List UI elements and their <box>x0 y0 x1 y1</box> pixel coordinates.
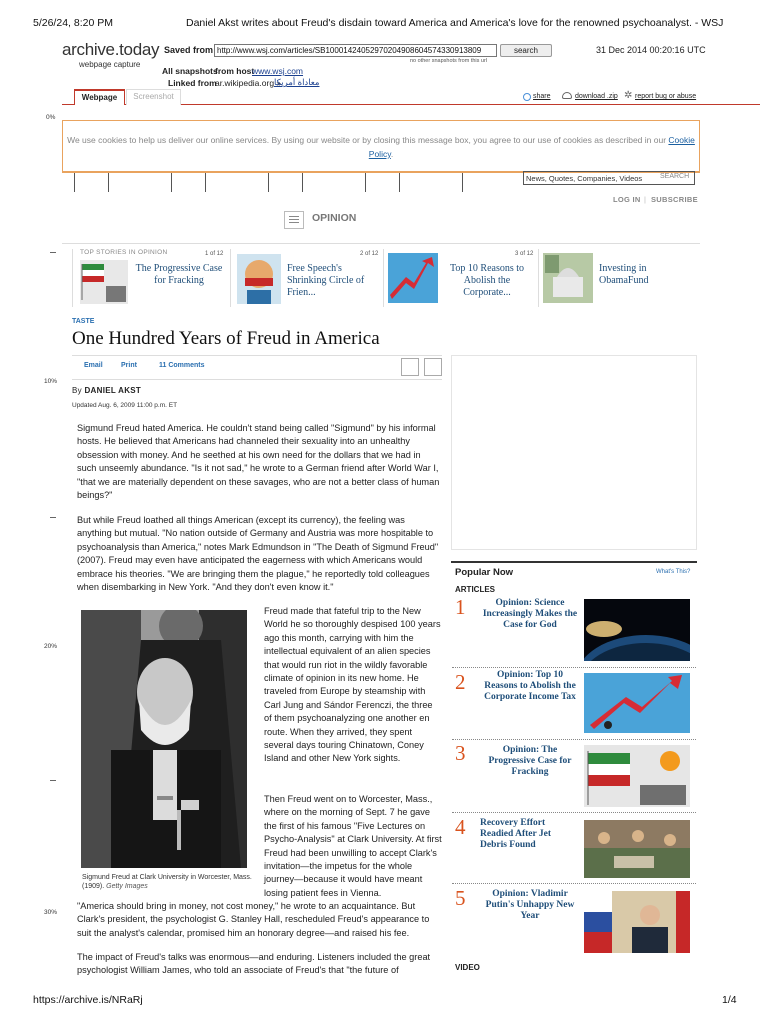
divider <box>452 667 696 668</box>
story-thumb-free-speech[interactable] <box>237 254 281 304</box>
divider <box>230 249 231 307</box>
bug-icon[interactable]: ✲ <box>624 90 633 101</box>
divider <box>452 812 696 813</box>
popular-item-title[interactable]: Recovery Effort Readied After Jet Debris Found <box>480 818 552 850</box>
story-title[interactable]: Free Speech's Shrinking Circle of Frien... <box>287 263 365 298</box>
comments-link[interactable]: 11 Comments <box>159 362 205 369</box>
email-link[interactable]: Email <box>84 362 103 369</box>
scroll-mark-10: 10% <box>44 378 58 385</box>
nav-cell[interactable] <box>302 173 336 192</box>
report-link[interactable]: report bug or abuse <box>635 93 697 100</box>
article-paragraph: The impact of Freud's talks was enormous—and enduring. Listeners included the great psychologist William James, who told an associate of Freud's that "the future of <box>77 952 431 976</box>
popular-rank: 1 <box>455 595 466 619</box>
nav-cell[interactable] <box>268 173 302 192</box>
login-divider: | <box>644 195 646 204</box>
no-other-snapshots: no other snapshots from this url <box>410 58 488 64</box>
divider <box>72 379 442 380</box>
share-box-icon[interactable] <box>401 358 419 376</box>
popular-articles-label: ARTICLES <box>455 585 495 594</box>
article-paragraph: "America should bring in money, not cost money," he wrote to an acquaintance. But Clark's president, the psychologist G. Stanley Hall, rescheduled Freud's appearance to suit the analyst's calendar, promised him an honorary degree—and raised his fee. <box>77 901 430 938</box>
share-link[interactable]: share <box>533 93 551 100</box>
scroll-mark-20: 20% <box>44 643 58 650</box>
share-icon[interactable] <box>523 93 531 101</box>
popular-rank: 4 <box>455 815 466 839</box>
cookie-policy-link[interactable]: Cookie Policy <box>368 135 695 159</box>
article-paragraph: Then Freud went on to Worcester, Mass., where on the morning of Sept. 7 he gave the first of his famous "Five Lectures on Psycho-Analysis" at Clark University. At first Freud had been unwilling to accept Clark's invitation—the impetus for the whole journey—because it would have meant losing patient fees in Vienna. <box>264 794 442 898</box>
ad-slot <box>451 355 697 550</box>
popular-item-title[interactable]: Opinion: Science Increasingly Makes the Case for God <box>482 598 578 630</box>
story-count: 2 of 12 <box>360 251 379 257</box>
divider <box>72 249 73 307</box>
print-title: Daniel Akst writes about Freud's disdain toward America and America's love for the renowned psychoanalyst. - WSJ <box>186 17 724 29</box>
story-thumb-obamafund[interactable] <box>543 253 593 303</box>
popular-thumb-putin[interactable] <box>584 891 690 953</box>
popular-thumb-fracking[interactable] <box>584 745 690 807</box>
freud-photo <box>81 610 247 868</box>
video-label: VIDEO <box>455 963 480 972</box>
divider <box>452 883 696 884</box>
popular-title: Popular Now <box>455 567 514 578</box>
host-link[interactable]: www.wsj.com <box>252 66 304 76</box>
linked-from-value[interactable]: ar.wikipedia.org » <box>215 78 282 88</box>
popular-item-title[interactable]: Opinion: Vladimir Putin's Unhappy New Year <box>485 889 575 921</box>
byline <box>72 386 141 395</box>
popular-thumb-tax-arrow[interactable] <box>584 673 690 733</box>
whats-this-link[interactable]: What's This? <box>656 569 691 575</box>
scroll-tick <box>50 252 56 253</box>
popular-item-title[interactable]: Opinion: Top 10 Reasons to Abolish the Corporate Income Tax <box>484 670 576 702</box>
nav-cell[interactable] <box>108 173 142 192</box>
popular-rank: 5 <box>455 886 466 910</box>
cookie-text: We use cookies to help us deliver our online services. By using our website or by closing this message box, you agree to our use of cookies as described in our <box>67 135 667 145</box>
byline-by: By <box>72 386 82 395</box>
popular-thumb-debris[interactable] <box>584 820 690 878</box>
story-count: 3 of 12 <box>515 251 534 257</box>
story-title[interactable]: The Progressive Case for Fracking <box>135 263 223 286</box>
nav-cell[interactable] <box>74 173 108 192</box>
menu-icon[interactable] <box>284 211 304 229</box>
article-paragraph: Freud made that fateful trip to the New World he so thoroughly despised 100 years ago this month, carrying with him the intellectual equivalent of an alien species that would run riot in the wildly favorable climate of opinion in its new home. He traveled from Europe by steamship with Carl Jung and Sándor Ferenczi, the three of them psychoanalyzing one another en route. When they arrived, they spent several days touring Chinatown, Coney Island and other New York sights. <box>264 606 441 764</box>
from-host-label: from host <box>215 66 255 76</box>
divider <box>451 561 697 563</box>
divider <box>538 249 539 307</box>
wsj-search-button[interactable]: SEARCH <box>660 173 690 180</box>
print-footer-url: https://archive.is/NRaRj <box>33 994 143 1006</box>
photo-caption <box>82 873 262 891</box>
popular-rank: 3 <box>455 741 466 765</box>
tab-webpage[interactable]: Webpage <box>74 89 125 105</box>
article-headline: One Hundred Years of Freud in America <box>72 328 380 349</box>
print-link[interactable]: Print <box>121 362 137 369</box>
popular-item-title[interactable]: Opinion: The Progressive Case for Fracking <box>488 745 572 777</box>
linked-from-label: Linked from <box>168 78 217 88</box>
print-footer-page: 1/4 <box>722 994 737 1006</box>
article-paragraph: Sigmund Freud hated America. He couldn't stand being called "Sigmund" by his informal hosts. He believed that Americans had channeled their sexuality into an unhealthy obsession with money. And he seethed at his own need for the dollars that we had in such unseemly abundance. "Is it not sad," he wrote to a German friend after World War I, "that we are materially dependent on these savages, who are not a better class of human beings?" <box>77 423 440 501</box>
scroll-tick <box>50 780 56 781</box>
popular-thumb-earth[interactable] <box>584 599 690 661</box>
scroll-mark-30: 30% <box>44 909 58 916</box>
popular-rank: 2 <box>455 670 466 694</box>
wsj-search-input[interactable]: News, Quotes, Companies, Videos <box>523 171 695 185</box>
divider <box>452 739 696 740</box>
story-thumb-fracking[interactable] <box>80 260 128 304</box>
share-box-icon[interactable] <box>424 358 442 376</box>
article-paragraph: But while Freud loathed all things American (except its currency), the feeling was anything but mutual. "No nation outside of Germany and Austria was more hospitable to psychoanalysis than America," notes Mark Edmundson in "The Death of Sigmund Freud" (2007). Freud may even have anticipated the eagerness with which Americans would embrace his theories. "We are bringing them the plague," he reportedly told colleagues when disembarking in New York. "And they don't even know it." <box>77 515 439 593</box>
story-title[interactable]: Investing in ObamaFund <box>599 263 649 286</box>
scroll-tick <box>50 517 56 518</box>
archive-logo[interactable]: archive.today <box>62 40 160 59</box>
download-icon[interactable] <box>562 92 572 99</box>
nav-cell[interactable] <box>365 173 399 192</box>
download-link[interactable]: download .zip <box>575 93 618 100</box>
linked-arabic-link[interactable]: معاداة أمريكا <box>274 77 320 87</box>
caption-text: Sigmund Freud at Clark University in Worcester, Mass. (1909). <box>82 874 252 890</box>
archive-logo-sub: webpage capture <box>79 60 141 69</box>
cookie-end: . <box>390 149 394 159</box>
archive-search-button[interactable]: search <box>500 44 552 57</box>
top-stories-label: TOP STORIES IN OPINION <box>80 249 168 256</box>
article-kicker[interactable]: TASTE <box>72 318 95 325</box>
subscribe-link[interactable]: SUBSCRIBE <box>651 195 698 204</box>
story-thumb-corporate-tax[interactable] <box>388 253 438 303</box>
section-title[interactable]: OPINION <box>312 212 357 224</box>
snapshot-date: 31 Dec 2014 00:20:16 UTC <box>596 45 706 55</box>
nav-cell[interactable] <box>462 173 496 192</box>
print-datetime: 5/26/24, 8:20 PM <box>33 17 113 29</box>
saved-url-input[interactable]: http://www.wsj.com/articles/SB10001424052970204908604574330913809 <box>214 44 497 57</box>
nav-cell[interactable] <box>205 173 239 192</box>
story-count: 1 of 12 <box>205 251 224 257</box>
login-link[interactable]: LOG IN <box>613 195 641 204</box>
all-snapshots-label[interactable]: All snapshots <box>162 66 218 76</box>
tab-screenshot[interactable]: Screenshot <box>126 89 181 105</box>
nav-cell[interactable] <box>399 173 433 192</box>
cookie-banner <box>62 120 700 172</box>
author-link[interactable]: DANIEL AKST <box>84 386 142 395</box>
divider <box>62 243 700 244</box>
divider <box>383 249 384 307</box>
divider <box>72 355 442 356</box>
scroll-mark-0: 0% <box>46 114 56 121</box>
nav-cell[interactable] <box>171 173 205 192</box>
caption-credit: Getty Images <box>106 883 148 890</box>
story-title[interactable]: Top 10 Reasons to Abolish the Corporate... <box>449 263 525 298</box>
saved-from-label: Saved from <box>164 45 214 55</box>
updated-time: Updated Aug. 6, 2009 11:00 p.m. ET <box>72 402 178 409</box>
